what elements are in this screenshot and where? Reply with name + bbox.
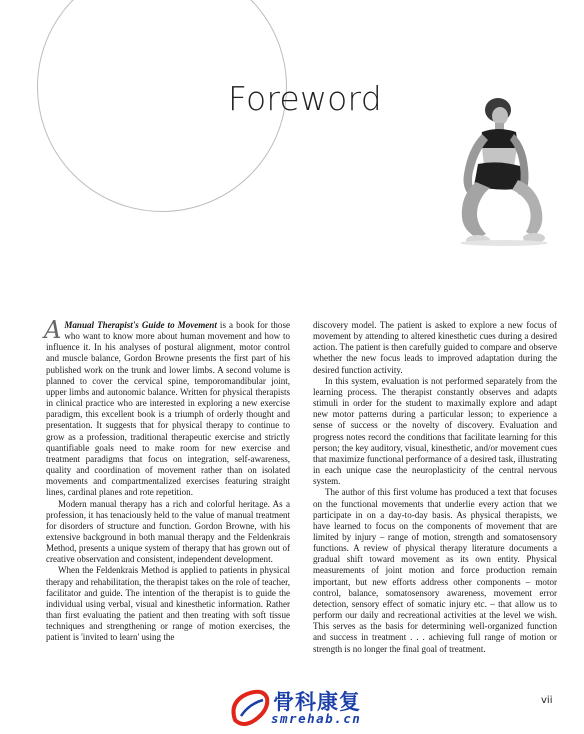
paragraph: Modern manual therapy has a rich and colorful heritage. As a profession, it has tenaciously held to the value of manual treatment for disorders of structure and function. Gordon Browne, with his extensive background in both manual therapy and the Feldenkrais Method, presents a unique system of therapy that has grown out of creative observation and consistent, independent development. [46, 498, 290, 565]
paragraph: When the Feldenkrais Method is applied to patients in physical therapy and rehabilitation, the therapist takes on the role of teacher, facilitator and guide. The intention of the therapist is to guide the individual using verbal, visual and kinesthetic information. Rather than first evaluating the patient and then treating with soft tissue techniques and strengthening or range of motion exercises, the patient is 'invited to learn' using the [46, 565, 290, 643]
right-column [313, 320, 557, 655]
left-column [44, 316, 290, 644]
watermark-logo-icon [227, 688, 271, 728]
paragraph-text: is a book for those who want to know more about human movement and how to influence it. In his analyses of postural alignment, motor control and muscle balance, Gordon Browne presents the first part of his published work on the trunk and lower limbs. A second volume is planned to cover the cervical spine, temporomandibular joint, upper limbs and autonomic balance. Written for physical therapists in clinical practice who are interested in exploring a new exercise paradigm, this excellent book is a triumph of orderly thought and presentation. It suggests that for physical therapy to continue to grow as a profession, traditional therapeutic exercise and strictly quantifiable goals need to make room for new exercise and treatment paradigms that focus on integration, self-awareness, quality and coordination of movement rather than on isolated movements and compartmentalized exercises featuring straight lines, cardinal planes and rote repetition. [46, 320, 290, 498]
crouching-woman-photo [438, 96, 550, 246]
paragraph: In this system, evaluation is not performed separately from the learning process. The therapist constantly observes and adapts stimuli in order for the student to maximally explore and adapt new motor patterns during a particular lesson; to experience a sense of success or the novelty of discovery. Evaluation and progress notes record the conditions that facilitate learning for this person; the key auditory, visual, kinesthetic, and/or movement cues that maximize functional performance of a desired task, illustrating in each unique case the neuroplasticity of the central nervous system. [313, 375, 557, 487]
watermark-chinese-text: 骨科康复 [273, 690, 361, 714]
paragraph: discovery model. The patient is asked to explore a new focus of movement by attending to altered kinesthetic cues during a desired action. The patient is then carefully guided to compare and observe whether the new focus leads to improved adaptation during the desired function activity. [313, 320, 557, 375]
paragraph [44, 316, 290, 499]
page-title: Foreword [228, 79, 382, 118]
watermark-domain-text: smrehab.cn [271, 711, 362, 726]
page-number: vii [541, 695, 553, 706]
watermark [225, 686, 395, 730]
drop-cap: A [44, 316, 62, 344]
paragraph: The author of this first volume has produced a text that focuses on the functional movements that underlie every action that we participate in on a day-to-day basis. As physical therapists, we have learned to focus on the components of movement that are limited by injury – range of motion, strength and somatosensory functions. A review of physical therapy literature documents a gradual shift toward movement as its own entity. Physical measurements of joint motion and force production remain important, but new efforts address other components – motor control, balance, somatosensory awareness, movement error detection, sensory effect of somatic injury etc. – that allow us to perform our daily and recreational activities at the level we wish. This serves as the basis for determining well-organized function and success in treatment . . . achieving full range of motion or strength is no longer the final goal of treatment. [313, 487, 557, 654]
book-title-italic: Manual Therapist's Guide to Movement [64, 320, 217, 330]
